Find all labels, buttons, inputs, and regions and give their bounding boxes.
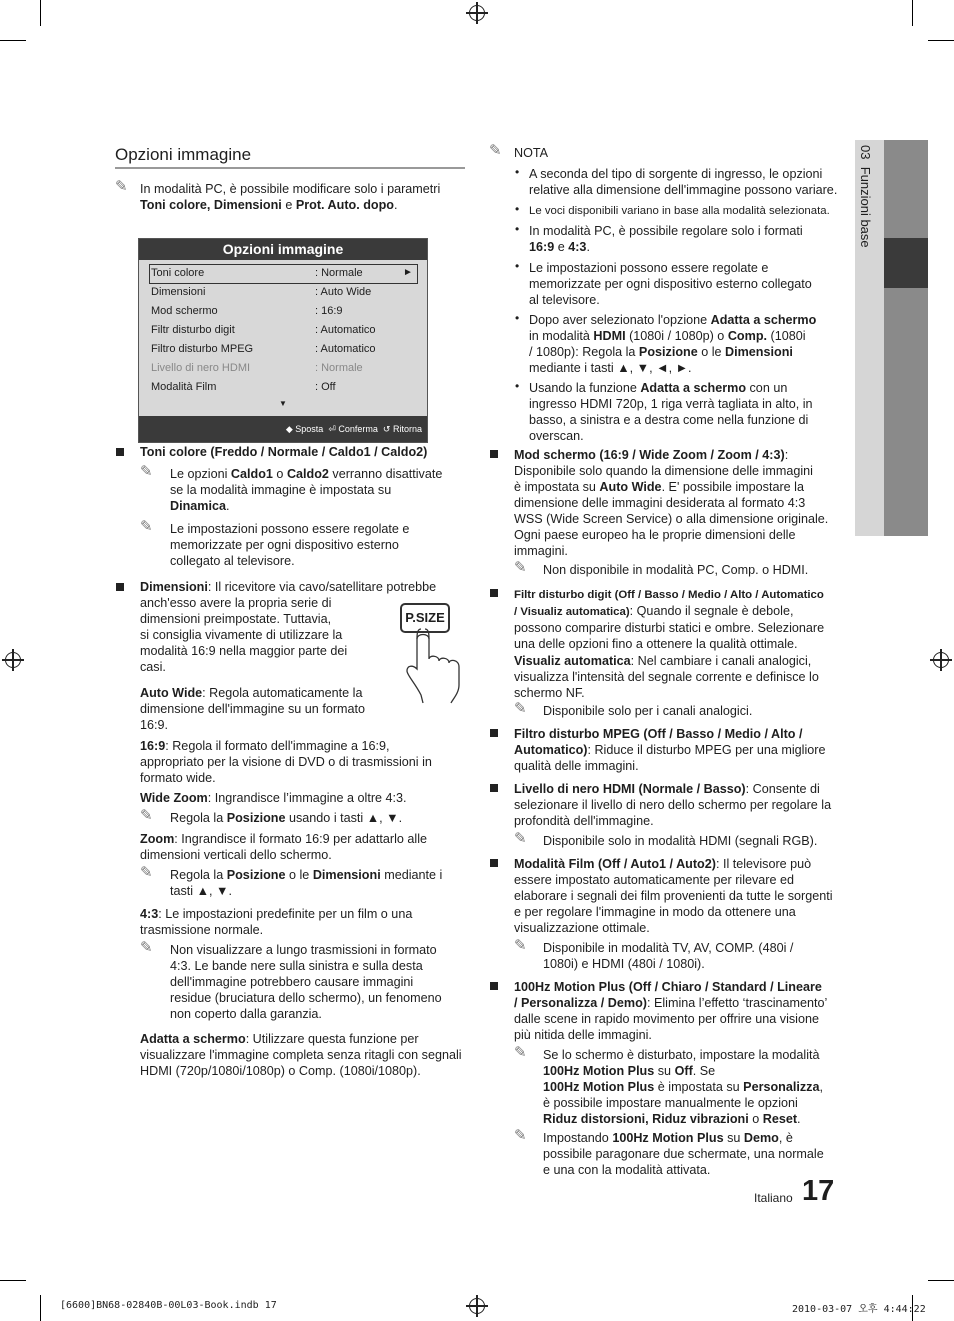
bullet-dot: •: [515, 379, 520, 393]
note-bullet-1: A seconda del tipo di sorgente di ingresso, le opzioni relative alla dimensione dell'immagine possono variare.: [529, 167, 838, 197]
note-bullet-6: Usando la funzione Adatta a schermo con un ingresso HDMI 720p, 1 riga verrà tagliata in alto, in basso, a sinistra e a destra come nella funzione di overscan.: [529, 381, 813, 443]
bullet-square: [116, 448, 124, 456]
film-text: Modalità Film (Off / Auto1 / Auto2): Il televisore può essere impostato automaticamente per rilevare ed elaborare i segnali dei film provenienti da tutte le sorgenti e per regolare l'immagine in modo da ottenere una visualizzazione ottimale.: [514, 857, 833, 935]
move-icon: ◆: [285, 424, 293, 434]
crop-mark: [928, 1280, 954, 1281]
registration-mark-icon: [469, 1298, 485, 1314]
osd-row-label[interactable]: Filtro disturbo MPEG: [151, 343, 254, 355]
mpeg-text: Filtro disturbo MPEG (Off / Basso / Medio / Alto / Automatico): Riduce il disturbo MPEG per una migliore qualità delle immagini.: [514, 727, 826, 773]
note-bullet-2: Le voci disponibili variano in base alla modalità selezionata.: [529, 205, 830, 217]
osd-menu-title: Opzioni immagine: [139, 239, 427, 260]
note-icon: ✎: [514, 937, 527, 954]
nota-label: NOTA: [514, 146, 549, 160]
down-arrow-icon: ▼: [279, 399, 287, 408]
note-icon: ✎: [140, 939, 153, 956]
page-title: Opzioni immagine: [115, 145, 252, 164]
note-icon: ✎: [140, 518, 153, 535]
crop-mark: [928, 40, 954, 41]
motion-note-1: Se lo schermo è disturbato, impostare la modalità 100Hz Motion Plus su Off. Se 100Hz Motion Plus è impostata su Personalizza, è possibile impostare manualmente le opzioni Riduz distorsioni, Riduz vibrazioni o Reset.: [543, 1048, 823, 1126]
modschermo-text: Mod schermo (16:9 / Wide Zoom / Zoom / 4:3): Disponibile solo quando la dimensione delle immagini è impostata su Auto Wide. E' possibile impostare la dimensione delle immagini desiderata al formato 4:3 WSS (Wide Screen Service) o alla dimensione originale. Ogni paese europeo ha le proprie dimensioni delle immagini.: [514, 448, 829, 558]
osd-row-label[interactable]: Mod schermo: [151, 305, 218, 317]
note-icon: ✎: [514, 559, 527, 576]
note-icon: ✎: [514, 700, 527, 717]
bullet-dot: •: [515, 222, 520, 236]
page-number: 17: [802, 1175, 835, 1207]
bullet-dot: •: [515, 259, 520, 273]
note-icon: ✎: [115, 178, 128, 195]
bullet-dot: •: [515, 165, 520, 179]
print-date-info: 2010-03-07 오후 4:44:22: [792, 1304, 926, 1315]
bullet-square: [490, 450, 498, 458]
note-icon: ✎: [514, 830, 527, 847]
zoom-text: Zoom: Ingrandisce il formato 16:9 per adattarlo alle dimensioni verticali dello schermo.: [140, 832, 427, 862]
registration-mark-icon: [5, 652, 21, 668]
note-icon: ✎: [514, 1044, 527, 1061]
bullet-dot: •: [515, 202, 520, 216]
hdmi-text: Livello di nero HDMI (Normale / Basso): Consente di selezionare il livello di nero dello schermo per regolare la profondità dell'immagine.: [514, 782, 832, 828]
note-icon: ✎: [140, 807, 153, 824]
chapter-tab-marker: [884, 238, 928, 288]
hdmi-note: Disponibile solo in modalità HDMI (segnali RGB).: [543, 834, 818, 848]
osd-row-label[interactable]: Filtr disturbo digit: [151, 324, 235, 336]
fdd-note: Disponibile solo per i canali analogici.: [543, 704, 753, 718]
return-icon: ↺: [382, 424, 391, 434]
note-icon: ✎: [140, 864, 153, 881]
motion-text: 100Hz Motion Plus (Off / Chiaro / Standard / Lineare / Personalizza / Demo): Elimina l’effetto ‘trascinamento’ dalle scene in rapido movimento per offrire una visione più nitida delle immagini.: [514, 980, 828, 1042]
bullet-square: [490, 729, 498, 737]
crop-mark: [40, 1295, 41, 1321]
dimensioni-text: Dimensioni: Il ricevitore via cavo/satellitare potrebbe anch'esso avere la propria serie di dimensioni preimpostate. Tuttavia, si consiglia vivamente di utilizzare la modalità 16:9 nella maggior parte dei casi.: [140, 580, 437, 674]
note-bullet-5: Dopo aver selezionato l'opzione Adatta a schermo in modalità HDMI (1080i / 1080p) o Comp. (1080i / 1080p): Regola la Posizione o le Dimensioni mediante i tasti ▲, ▼, ◄, ►.: [529, 313, 817, 375]
adatta-text: Adatta a schermo: Utilizzare questa funzione per visualizzare l'immagine completa senza ritagli con segnali HDMI (720p/1080i/1080p) o Comp. (1080i/1080p).: [140, 1032, 462, 1078]
print-file-info: [6600]BN68-02840B-00L03-Book.indb 17: [60, 1300, 277, 1311]
note-icon: ✎: [489, 142, 502, 159]
psize-button-icon: P.SIZE: [400, 603, 450, 633]
language-label: Italiano: [754, 1191, 793, 1205]
bullet-square: [490, 982, 498, 990]
crop-mark: [40, 0, 41, 26]
osd-menu-footer: ◆ Sposta ⏎ Conferma ↺ Ritorna: [139, 416, 427, 442]
osd-row-value: : Automatico: [315, 343, 376, 355]
note-icon: ✎: [514, 1127, 527, 1144]
crop-mark: [0, 1280, 26, 1281]
bullet-square: [490, 784, 498, 792]
osd-row-value: : Off: [315, 381, 336, 393]
zoom-note: Regola la Posizione o le Dimensioni mediante i tasti ▲, ▼.: [170, 868, 443, 898]
chapter-tab-dark: [884, 140, 928, 536]
crop-mark: [912, 0, 913, 26]
note-bullet-3: In modalità PC, è possibile regolare solo i formati 16:9 e 4:3.: [529, 224, 803, 254]
osd-row-label[interactable]: Dimensioni: [151, 286, 206, 298]
registration-mark-icon: [469, 5, 485, 21]
visualiz-text: Visualiz automatica: Nel cambiare i canali analogici, visualizza l'intensità del segnale corrente e definisce lo schermo NF.: [514, 654, 819, 700]
film-note: Disponibile in modalità TV, AV, COMP. (480i / 1080i) e HDMI (480i / 1080i).: [543, 941, 794, 971]
osd-menu: [138, 238, 428, 443]
enter-icon: ⏎: [328, 424, 336, 434]
note-bullet-4: Le impostazioni possono essere regolate e memorizzate per ogni dispositivo esterno collegato al televisore.: [529, 261, 812, 307]
fdd-text: Filtr disturbo digit (Off / Basso / Medio / Alto / Automatico / Visualiz automatica): Quando il segnale è debole, possono comparire disturbi statici e ombre. Selezionare una delle opzioni fino a ottenere la qualità ottimale.: [514, 589, 825, 651]
intro-text: In modalità PC, è possibile modificare solo i parametri Toni colore, Dimensioni e Prot. Auto. dopo.: [140, 182, 441, 212]
r43-note: Non visualizzare a lungo trasmissioni in formato 4:3. Le bande nere sulla sinistra e sulla desta dell'immagine potrebbero causare immagini residue (bruciatura dello schermo), un fenomeno non coperto dalla garanzia.: [170, 943, 442, 1021]
motion-note-2: Impostando 100Hz Motion Plus su Demo, è possibile paragonare due schermate, una normale e una con la modalità attivata.: [543, 1131, 824, 1177]
toni-heading: Toni colore (Freddo / Normale / Caldo1 / Caldo2): [140, 445, 428, 459]
osd-row-value: : Auto Wide: [315, 286, 372, 298]
right-arrow-icon: ►: [403, 267, 413, 278]
note-icon: ✎: [140, 463, 153, 480]
modschermo-note: Non disponibile in modalità PC, Comp. o HDMI.: [543, 563, 809, 577]
osd-row-value: : Normale: [315, 267, 363, 279]
title-rule: [115, 167, 465, 169]
bullet-square: [490, 589, 498, 597]
r43-text: 4:3: Le impostazioni predefinite per un film o una trasmissione normale.: [140, 907, 413, 937]
chapter-label: 03 Funzioni base: [858, 145, 873, 248]
bullet-square: [490, 859, 498, 867]
bullet-dot: •: [515, 311, 520, 325]
bullet-square: [116, 583, 124, 591]
autowide-text: Auto Wide: Regola automaticamente la dimensione dell'immagine su un formato 16:9.: [140, 686, 366, 732]
registration-mark-icon: [933, 652, 949, 668]
toni-note-1: Le opzioni Caldo1 o Caldo2 verranno disattivate se la modalità immagine è impostata su Dinamica.: [170, 467, 443, 513]
osd-row-value: : Normale: [315, 362, 363, 374]
crop-mark: [0, 40, 26, 41]
widezoom-text: Wide Zoom: Ingrandisce l’immagine a oltre 4:3.: [140, 791, 407, 805]
osd-row-label[interactable]: Modalità Film: [151, 381, 217, 393]
osd-row-label: Livello di nero HDMI: [151, 362, 251, 374]
osd-row-value: : Automatico: [315, 324, 376, 336]
r169-text: 16:9: Regola il formato dell'immagine a 16:9, appropriato per la visione di DVD o di trasmissioni in formato wide.: [140, 739, 432, 785]
widezoom-note: Regola la Posizione usando i tasti ▲, ▼.: [170, 811, 403, 825]
toni-note-2: Le impostazioni possono essere regolate e memorizzate per ogni dispositivo esterno collegato al televisore.: [170, 522, 410, 568]
osd-row-value: : 16:9: [315, 305, 343, 317]
osd-row-label: Toni colore: [151, 267, 205, 279]
